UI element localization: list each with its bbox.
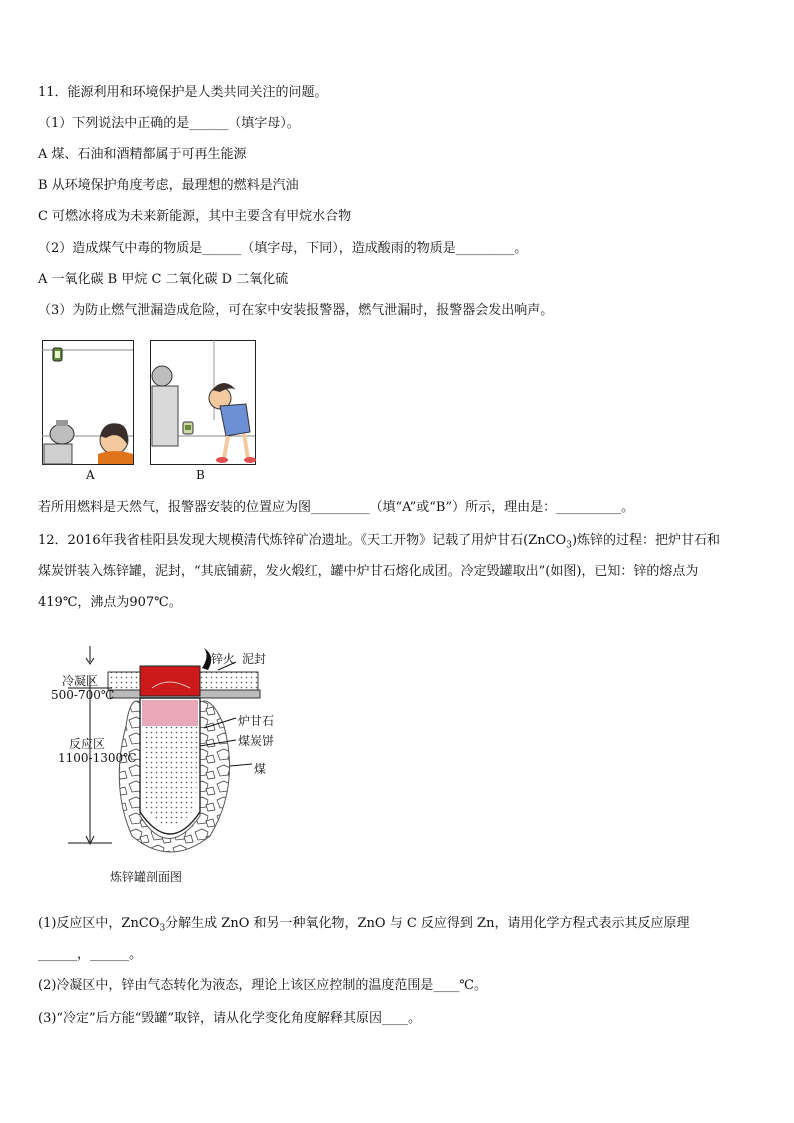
label-coal: 煤 — [254, 762, 267, 776]
figure-a-illustration — [42, 340, 134, 468]
q11-option-b: B 从环境保护角度考虑，最理想的燃料是汽油 — [38, 178, 299, 193]
q12-stem-line2: 煤炭饼装入炼锌罐，泥封，“其底铺薪，发火煅红，罐中炉甘石熔化成团。冷定毁罐取出”(如图)，已知：锌的熔点为 — [38, 564, 699, 579]
q12-sub1-b: 分解生成 ZnO 和另一种氧化物，ZnO 与 C 反应得到 Zn，请用化学方程式表示其反应原理 — [165, 916, 690, 931]
q11-part3: （3）为防止燃气泄漏造成危险，可在家中安装报警器，燃气泄漏时，报警器会发出响声。 — [38, 303, 554, 318]
q11-part3-question: 若所用燃料是天然气，报警器安装的位置应为图_________（填“A”或“B”）所示，理由是：__________。 — [38, 500, 635, 515]
q11-part2: （2）造成煤气中毒的物质是______（填字母，下同），造成酸雨的物质是_________。 — [38, 241, 528, 256]
figure-a-label: A — [86, 468, 95, 482]
label-reaction-zone: 反应区 — [69, 737, 106, 751]
q12-line1-a: 12．2016年我省桂阳县发现大规模清代炼锌矿冶遗址。《天工开物》记载了用炉甘石(ZnCO — [38, 533, 567, 548]
q11-part1: （1）下列说法中正确的是______（填字母）。 — [38, 116, 300, 131]
q11-stem: 11．能源利用和环境保护是人类共同关注的问题。 — [38, 85, 328, 100]
q12-stem-line3: 419℃，沸点为907℃。 — [38, 595, 182, 610]
label-reaction-temp: 1100-1300℃ — [58, 751, 137, 765]
q12-line1-sub: 3 — [566, 540, 572, 551]
label-coal-cake: 煤炭饼 — [238, 734, 275, 748]
label-condensation-zone: 冷凝区 — [62, 674, 99, 688]
q12-stem-line1 — [38, 532, 720, 555]
label-calamine: 炉甘石 — [238, 714, 275, 728]
label-zinc-fire: 锌火 — [211, 652, 236, 666]
q12-line1-b: )炼锌的过程：把炉甘石和 — [571, 533, 721, 548]
q11-option-c: C 可燃冰将成为未来新能源，其中主要含有甲烷水合物 — [38, 209, 352, 224]
q12-sub2: (2)冷凝区中，锌由气态转化为液态，理论上该区应控制的温度范围是____℃。 — [38, 978, 487, 993]
diagram-caption: 炼锌罐剖面图 — [110, 870, 183, 884]
q12-sub1-a: (1)反应区中，ZnCO — [38, 916, 160, 931]
q12-sub1-blanks: ______，______。 — [38, 947, 143, 962]
label-mud-seal: 泥封 — [242, 652, 267, 666]
q12-sub1-sub: 3 — [159, 923, 166, 934]
q11-option-a: A 煤、石油和酒精都属于可再生能源 — [38, 147, 247, 162]
label-condensation-temp: 500-700℃ — [51, 688, 115, 702]
figure-b-label: B — [196, 468, 205, 482]
q12-sub1 — [38, 915, 689, 938]
figure-b-illustration — [150, 340, 256, 468]
q11-part2-options: A 一氧化碳 B 甲烷 C 二氧化碳 D 二氧化硫 — [38, 272, 289, 287]
q12-sub3: (3)“冷定”后方能“毁罐”取锌，请从化学变化角度解释其原因____。 — [38, 1011, 421, 1026]
